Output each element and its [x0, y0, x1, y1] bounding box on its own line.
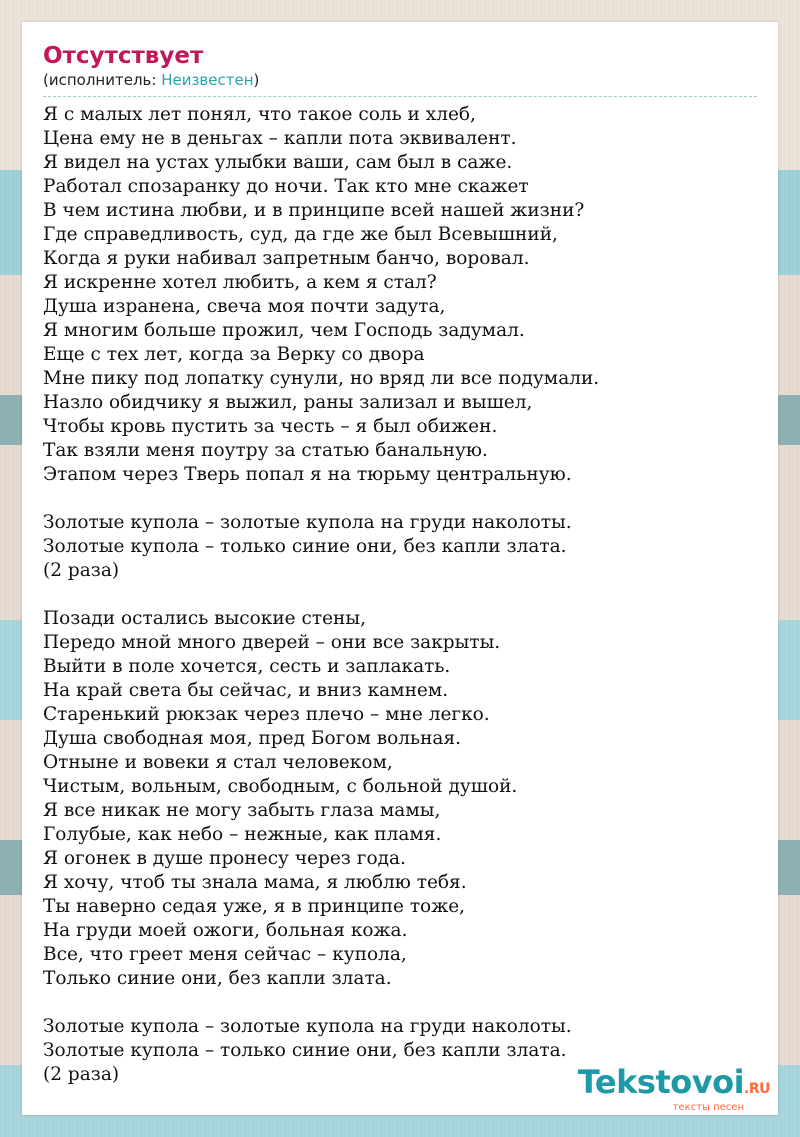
stanza-break: [43, 583, 757, 607]
logo-name: Tekstovoi: [577, 1063, 745, 1101]
artist-line: [43, 70, 757, 90]
lyric-line: Золотые купола – только синие они, без капли злата.: [43, 536, 567, 557]
lyric-line: Только синие они, без капли злата.: [43, 968, 392, 989]
lyric-line: Душа изранена, свеча моя почти задута,: [43, 296, 446, 317]
title-divider: [43, 96, 757, 97]
lyric-line: Я искренне хотел любить, а кем я стал?: [43, 272, 437, 293]
lyric-line: Все, что греет меня сейчас – купола,: [43, 944, 407, 965]
lyric-line: Еще с тех лет, когда за Верку со двора: [43, 344, 425, 365]
lyric-line: Цена ему не в деньгах – капли пота эквивалент.: [43, 128, 517, 149]
lyric-line: На груди моей ожоги, больная кожа.: [43, 920, 408, 941]
artist-link[interactable]: Неизвестен: [161, 71, 254, 89]
lyric-line: Душа свободная моя, пред Богом вольная.: [43, 728, 462, 749]
lyric-line: Я огонек в душе пронесу через года.: [43, 848, 406, 869]
lyric-line: Мне пику под лопатку сунули, но вряд ли все подумали.: [43, 368, 600, 389]
lyric-line: Золотые купола – золотые купола на груди наколоты.: [43, 512, 572, 533]
site-logo[interactable]: [578, 1065, 770, 1113]
lyric-line: Работал спозаранку до ночи. Так кто мне скажет: [43, 176, 529, 197]
lyric-line: Так взяли меня поутру за статью банальную.: [43, 440, 488, 461]
song-title: Отсутствует: [43, 43, 204, 69]
lyrics-body: [43, 103, 757, 1087]
lyric-line: Золотые купола – золотые купола на груди наколоты.: [43, 1016, 572, 1037]
lyric-line: Назло обидчику я выжил, раны зализал и вышел,: [43, 392, 533, 413]
lyric-line: Я видел на устах улыбки ваши, сам был в саже.: [43, 152, 513, 173]
lyric-line: (2 раза): [43, 1064, 120, 1085]
artist-prefix: (исполнитель:: [43, 71, 162, 89]
lyric-line: Где справедливость, суд, да где же был Всевышний,: [43, 224, 558, 245]
logo-tld: .RU: [744, 1081, 770, 1097]
lyric-line: Старенький рюкзак через плечо – мне легко.: [43, 704, 490, 725]
lyric-line: В чем истина любви, и в принципе всей нашей жизни?: [43, 200, 585, 221]
lyric-line: Ты наверно седая уже, я в принципе тоже,: [43, 896, 466, 917]
lyric-line: Голубые, как небо – нежные, как пламя.: [43, 824, 442, 845]
lyric-line: Чтобы кровь пустить за честь – я был обижен.: [43, 416, 498, 437]
lyric-line: Я хочу, чтоб ты знала мама, я люблю тебя.: [43, 872, 467, 893]
lyric-line: Когда я руки набивал запретным банчо, воровал.: [43, 248, 530, 269]
lyric-line: (2 раза): [43, 560, 120, 581]
lyric-line: Чистым, вольным, свободным, с больной душой.: [43, 776, 518, 797]
lyric-line: Позади остались высокие стены,: [43, 608, 366, 629]
logo-wordmark: [578, 1065, 770, 1106]
artist-suffix: ): [253, 71, 260, 89]
lyric-line: Золотые купола – только синие они, без капли злата.: [43, 1040, 567, 1061]
lyrics-card: [22, 22, 778, 1115]
logo-tagline: тексты песен: [672, 1102, 744, 1113]
stanza-break: [43, 991, 757, 1015]
lyric-line: Я с малых лет понял, что такое соль и хлеб,: [43, 104, 476, 125]
stanza-break: [43, 487, 757, 511]
lyric-line: Я многим больше прожил, чем Господь задумал.: [43, 320, 525, 341]
lyric-line: Этапом через Тверь попал я на тюрьму центральную.: [43, 464, 572, 485]
lyric-line: Выйти в поле хочется, сесть и заплакать.: [43, 656, 451, 677]
lyric-line: Передо мной много дверей – они все закрыты.: [43, 632, 501, 653]
lyric-line: Отныне и вовеки я стал человеком,: [43, 752, 393, 773]
lyric-line: На край света бы сейчас, и вниз камнем.: [43, 680, 449, 701]
lyric-line: Я все никак не могу забыть глаза мамы,: [43, 800, 441, 821]
